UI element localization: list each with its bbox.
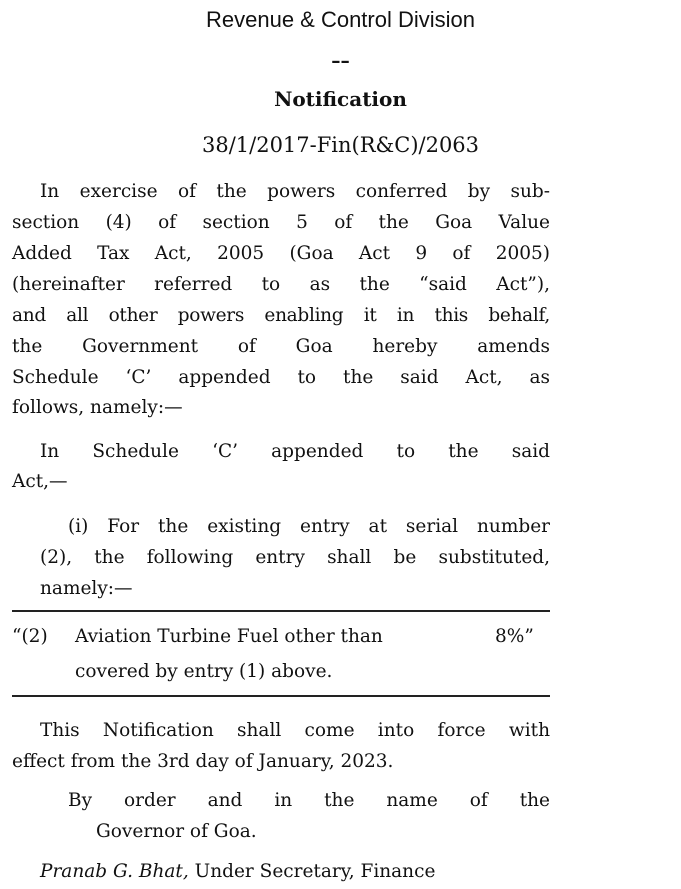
body-line: In Schedule ‘C’ appended to the said	[40, 441, 550, 462]
order-line: By order and in the name of the	[68, 790, 550, 811]
entry-serial: “(2)	[12, 626, 48, 647]
body-line: In exercise of the powers conferred by sub-	[40, 181, 550, 202]
body-line: (2), the following entry shall be substituted,	[40, 547, 550, 568]
body-line: This Notification shall come into force with	[40, 720, 550, 741]
body-line: Added Tax Act, 2005 (Goa Act 9 of 2005)	[12, 243, 550, 264]
signatory-name: Pranab G. Bhat,	[40, 861, 189, 882]
order-line: Governor of Goa.	[96, 821, 257, 842]
table-bottom-rule	[12, 695, 550, 697]
body-line: and all other powers enabling it in this behalf,	[12, 305, 550, 326]
body-line: effect from the 3rd day of January, 2023.	[12, 751, 394, 772]
body-line: section (4) of section 5 of the Goa Value	[12, 212, 550, 233]
table-top-rule	[12, 610, 550, 612]
body-line: namely:—	[40, 578, 133, 599]
signatory	[40, 860, 435, 884]
notification-number: 38/1/2017-Fin(R&C)/2063	[201, 133, 480, 157]
body-line: Schedule ‘C’ appended to the said Act, as	[12, 367, 550, 388]
body-line: follows, namely:—	[12, 397, 183, 418]
separator: ––	[331, 51, 350, 72]
body-line: the Government of Goa hereby amends	[12, 336, 550, 357]
division-name: Revenue & Control Division	[205, 7, 476, 32]
entry-description: Aviation Turbine Fuel other than	[75, 626, 383, 647]
entry-description-cont: covered by entry (1) above.	[75, 661, 333, 682]
body-line: Act,—	[12, 471, 68, 492]
body-line: (hereinafter referred to as the “said Act”),	[12, 274, 550, 295]
signatory-designation: Under Secretary, Finance	[194, 861, 436, 882]
entry-rate: 8%”	[495, 626, 534, 647]
body-line: (i) For the existing entry at serial number	[68, 516, 550, 537]
notification-title: Notification	[274, 87, 407, 111]
